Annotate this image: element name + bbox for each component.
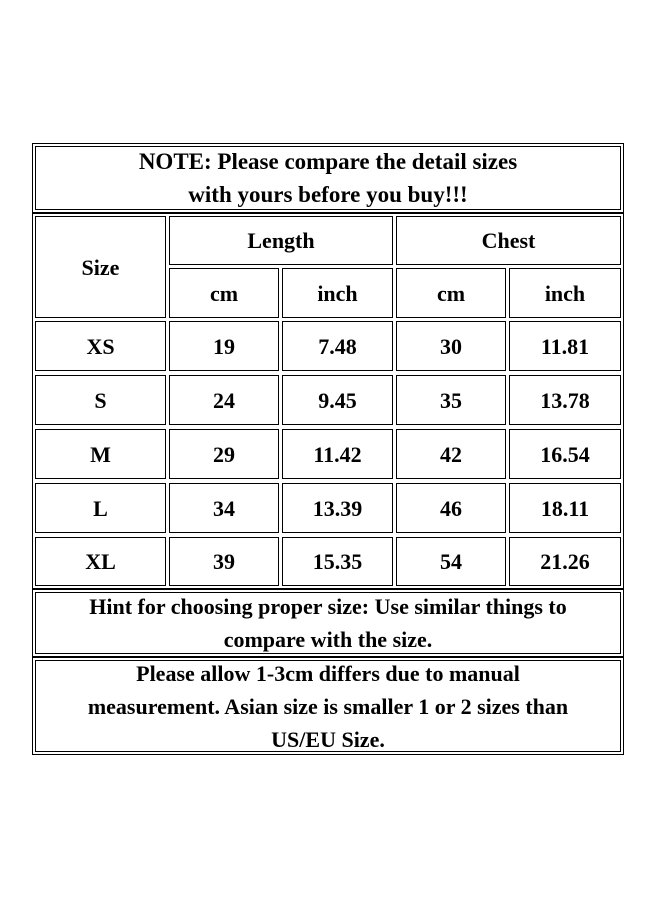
row-l-length-cm: 34 bbox=[169, 483, 279, 533]
row-s-length-cm: 24 bbox=[169, 375, 279, 425]
row-m-chest-cm: 42 bbox=[396, 429, 506, 479]
disclaimer-line-2: measurement. Asian size is smaller 1 or 2 sizes than bbox=[87, 693, 569, 719]
size-chart bbox=[32, 143, 624, 755]
row-l-chest-cm: 46 bbox=[396, 483, 506, 533]
row-xl-size: XL bbox=[35, 537, 166, 586]
chest-inch-header: inch bbox=[509, 268, 621, 318]
note-text bbox=[139, 145, 517, 211]
disclaimer-text bbox=[88, 657, 568, 756]
row-m-size: M bbox=[35, 429, 166, 479]
row-xl-length-inch: 15.35 bbox=[282, 537, 393, 586]
hint-box bbox=[35, 592, 621, 654]
row-m-length-cm: 29 bbox=[169, 429, 279, 479]
length-header: Length bbox=[169, 216, 393, 265]
hint-text bbox=[89, 590, 567, 656]
row-l-size: L bbox=[35, 483, 166, 533]
note-line-2: with yours before you buy!!! bbox=[188, 182, 468, 207]
row-s-chest-cm: 35 bbox=[396, 375, 506, 425]
row-xl-chest-inch: 21.26 bbox=[509, 537, 621, 586]
hint-line-1: Hint for choosing proper size: Use similar things to bbox=[89, 594, 567, 619]
chest-cm-header: cm bbox=[396, 268, 506, 318]
hint-line-2: compare with the size. bbox=[223, 627, 433, 652]
row-xs-length-inch: 7.48 bbox=[282, 321, 393, 371]
disclaimer-line-1: Please allow 1-3cm differs due to manual bbox=[136, 660, 520, 686]
row-xl-length-cm: 39 bbox=[169, 537, 279, 586]
disclaimer-box bbox=[35, 660, 621, 752]
row-m-chest-inch: 16.54 bbox=[509, 429, 621, 479]
row-xs-size: XS bbox=[35, 321, 166, 371]
row-s-chest-inch: 13.78 bbox=[509, 375, 621, 425]
length-cm-header: cm bbox=[169, 268, 279, 318]
disclaimer-line-3: US/EU Size. bbox=[271, 726, 385, 752]
size-header: Size bbox=[35, 216, 166, 318]
chest-header: Chest bbox=[396, 216, 621, 265]
note-box bbox=[35, 146, 621, 210]
note-line-1: NOTE: Please compare the detail sizes bbox=[138, 149, 518, 174]
row-s-length-inch: 9.45 bbox=[282, 375, 393, 425]
row-xs-chest-cm: 30 bbox=[396, 321, 506, 371]
row-l-length-inch: 13.39 bbox=[282, 483, 393, 533]
row-l-chest-inch: 18.11 bbox=[509, 483, 621, 533]
row-s-size: S bbox=[35, 375, 166, 425]
row-xs-length-cm: 19 bbox=[169, 321, 279, 371]
length-inch-header: inch bbox=[282, 268, 393, 318]
row-m-length-inch: 11.42 bbox=[282, 429, 393, 479]
row-xl-chest-cm: 54 bbox=[396, 537, 506, 586]
row-xs-chest-inch: 11.81 bbox=[509, 321, 621, 371]
